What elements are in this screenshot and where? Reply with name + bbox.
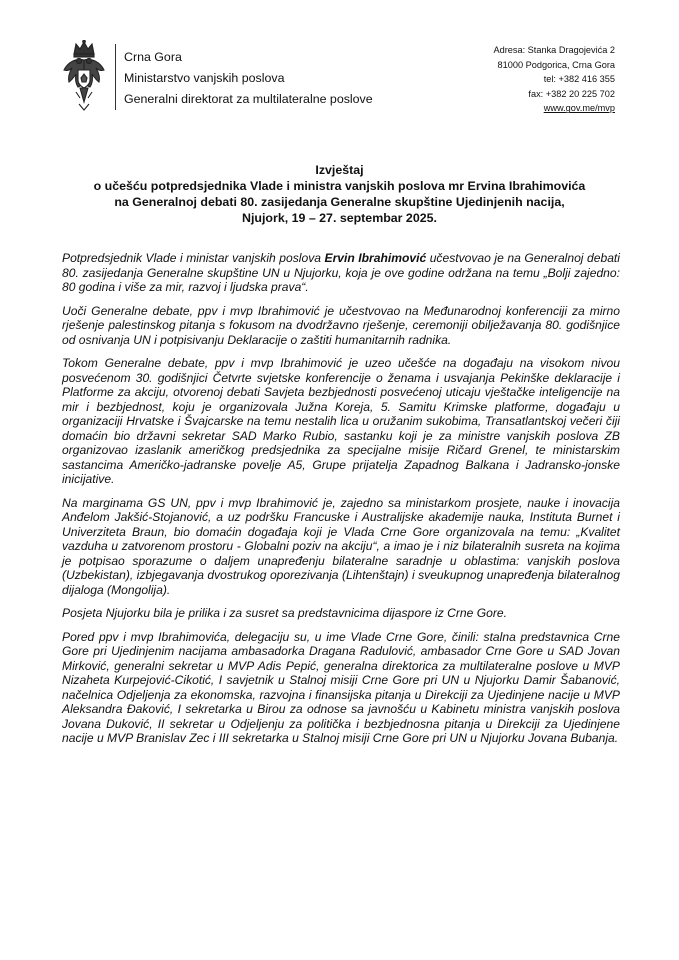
p1-before: Potpredsjednik Vlade i ministar vanjskih poslova: [62, 251, 325, 265]
p1-after: učestvovao je na Generalnoj debati 80. zasijedanja Generalne skupštine UN u Njujorku, koja je ove godine održana na temu „Bolji zajedno: 80 godina i više za mir, razvoj i ljudska prava“.: [62, 251, 620, 294]
paragraph-2: Uoči Generalne debate, ppv i mvp Ibrahimović je učestvovao na Međunarodnoj konferenciji za mirno rješenje palestinskog pitanja s fokusom na dvodržavno rješenje, ceremoniji obilježavanja 80. godišnjice od osnivanja UN i potpisivanju Deklaracije o zaštiti humanitarnih radnika.: [62, 303, 620, 347]
title-line-1: Izvještaj: [315, 163, 364, 177]
report-body: [62, 251, 620, 755]
website-link[interactable]: www.gov.me/mvp: [543, 103, 615, 114]
address-city: 81000 Podgorica, Crna Gora: [497, 59, 615, 70]
paragraph-3: Tokom Generalne debate, ppv i mvp Ibrahimović je uzeo učešće na događaju na visokom nivou posvećenom 30. godišnjici Četvrte svjetske konferencije o ženama i usvajanja Pekinške deklaracije i Platforme za akciju, otvorenoj debati Savjeta bezbjednosti posvećenoj uticaju vještačke inteligencije na mir i bezbjednost, koju je organizovala Južna Koreja, 5. Samitu Krimske platforme, događaju u organizaciji Hrvatske i Švajcarske na temu nestalih lica u oružanim sukobima, Transatlantskoj večeri čiji domaćin bio državni sekretar SAD Marko Rubio, sastanku koji je za ministre vanjskih poslova ZB organizovao izaslanik američkog predsjednika za specijalne misije Ričard Grenel, te ministarskim sastancima Američko-jadranske povelje A5, Grupe prijatelja Zapadnog Balkana i Jadransko-jonske inicijative.: [62, 356, 620, 486]
minister-name: Ervin Ibrahimović: [324, 251, 427, 265]
paragraph-4: Na marginama GS UN, ppv i mvp Ibrahimović je, zajedno sa ministarkom prosjete, nauke i inovacija Anđelom Jakšić-Stojanović, a uz podršku Francuske i Australijske akademije nauka, Instituta Burnet i Univerziteta Braun, bio domaćin događaja koji je Vlada Crne Gore organizovala na temu: „Kvalitet vazduha u zatvorenom prostoru - Globalni poziv na akciju“, a imao je i niz bilateralnih susreta na kojima je potpisao sporazume o daljem unapređenju bilateralne saradnje u oblastima: vanjskih poslova (Uzbekistan), izbjegavanja dvostrukog oporezivanja (Lihtenštajn) i sveukupnog unapređenja bilateralnog dijaloga (Mongolija).: [62, 495, 620, 597]
address-tel: tel: +382 416 355: [543, 74, 615, 85]
organization-block: [124, 47, 373, 110]
address-block: [493, 43, 615, 116]
paragraph-5: Posjeta Njujorku bila je prilika i za susret sa predstavnicima dijaspore iz Crne Gore.: [62, 606, 507, 620]
org-directorate: Generalni direktorat za multilateralne poslove: [124, 92, 373, 106]
org-ministry: Ministarstvo vanjskih poslova: [124, 71, 285, 85]
org-country: Crna Gora: [124, 50, 182, 64]
header-divider: [115, 44, 116, 110]
letterhead: [0, 0, 679, 130]
title-line-4: Njujork, 19 – 27. septembar 2025.: [242, 211, 437, 225]
report-title: [40, 162, 639, 226]
title-line-3: na Generalnoj debati 80. zasijedanja Generalne skupštine Ujedinjenih nacija,: [114, 195, 565, 209]
coat-of-arms-icon: [62, 40, 106, 112]
title-line-2: o učešću potpredsjednika Vlade i ministra vanjskih poslova mr Ervina Ibrahimovića: [93, 179, 586, 193]
paragraph-1: [62, 251, 620, 295]
address-fax: fax: +382 20 225 702: [528, 88, 615, 99]
address-street: Adresa: Stanka Dragojevića 2: [493, 45, 615, 55]
paragraph-6: Pored ppv i mvp Ibrahimovića, delegaciju su, u ime Vlade Crne Gore, činili: stalna predstavnica Crne Gore pri Ujedinjenim nacijama ambasadorka Dragana Radulović, ambasador Crne Gore u SAD Jovan Mirković, generalni sekretar u MVP Adis Pepić, generalna direktorica za multilateralne poslove u MVP Nizaheta Kurpejović-Cikotić, I savjetnik u Stalnoj misiji Crne Gore pri UN u Njujorku Damir Šabanović, načelnica Odjeljenja za ekonomska, razvojna i finansijska pitanja u Direkciji za Ujedinjene nacije u MVP Aleksandra Đaković, I sekretarka u Birou za odnose sa javnošću u Kabinetu ministra vanjskih poslova Jovana Duković, II sekretar u Odjeljenju za politička i bezbjednosna pitanja u Direkciji za Ujedinjene nacije u MVP Branislav Zec i III sekretarka u Stalnoj misiji Crne Gore pri UN u Njujorku Jovana Bubanja.: [62, 629, 620, 745]
